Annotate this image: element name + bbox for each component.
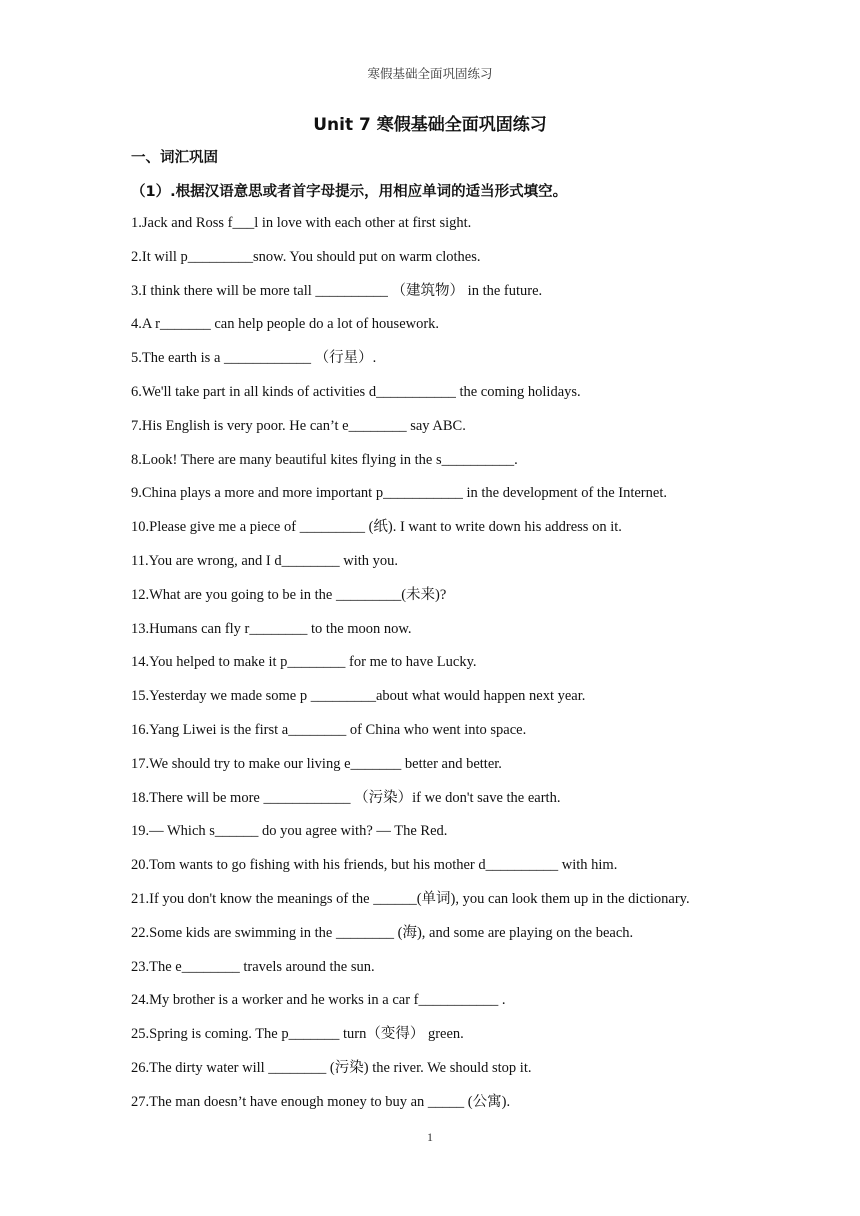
question-item: 7.His English is very poor. He can’t e________ say ABC. xyxy=(131,417,466,434)
question-item: 16.Yang Liwei is the first a________ of China who went into space. xyxy=(131,721,527,738)
question-item: 3.I think there will be more tall __________ （建筑物） in the future. xyxy=(131,282,543,299)
question-item: 1.Jack and Ross f___l in love with each other at first sight. xyxy=(131,215,472,231)
running-header: 寒假基础全面巩固练习 xyxy=(367,67,493,81)
exercise-instruction: （1）.根据汉语意思或者首字母提示，用相应单词的适当形式填空。 xyxy=(131,184,568,200)
question-item: 22.Some kids are swimming in the ________ (海), and some are playing on the beach. xyxy=(131,924,634,941)
question-list xyxy=(131,214,771,1127)
question-item: 14.You helped to make it p________ for me to have Lucky. xyxy=(131,654,477,671)
question-item: 10.Please give me a piece of _________ (纸). I want to write down his address on it. xyxy=(131,519,622,536)
question-item: 12.What are you going to be in the _________(未来)? xyxy=(131,586,447,603)
question-item: 20.Tom wants to go fishing with his friends, but his mother d__________ with him. xyxy=(131,857,618,874)
question-item: 5.The earth is a ____________ （行星）. xyxy=(131,350,377,367)
question-item: 19.— Which s______ do you agree with? — The Red. xyxy=(131,823,448,840)
question-item: 11.You are wrong, and I d________ with you. xyxy=(131,552,399,569)
question-item: 23.The e________ travels around the sun. xyxy=(131,958,375,975)
question-item: 21.If you don't know the meanings of the ______(单词), you can look them up in the dictionary. xyxy=(131,890,690,907)
document-title: Unit 7 寒假基础全面巩固练习 xyxy=(313,115,547,135)
question-item: 18.There will be more ____________ （污染）if we don't save the earth. xyxy=(131,789,561,806)
question-item: 6.We'll take part in all kinds of activities d___________ the coming holidays. xyxy=(131,383,581,400)
page-number: 1 xyxy=(427,1130,433,1144)
question-item: 13.Humans can fly r________ to the moon now. xyxy=(131,620,412,637)
section-heading: 一、词汇巩固 xyxy=(131,150,218,166)
question-item: 17.We should try to make our living e_______ better and better. xyxy=(131,755,502,772)
question-item: 2.It will p_________snow. You should put on warm clothes. xyxy=(131,248,481,265)
question-item: 26.The dirty water will ________ (污染) the river. We should stop it. xyxy=(131,1059,532,1076)
question-item: 4.A r_______ can help people do a lot of housework. xyxy=(131,316,440,333)
question-item: 25.Spring is coming. The p_______ turn（变得） green. xyxy=(131,1026,464,1043)
question-item: 9.China plays a more and more important p___________ in the development of the Internet. xyxy=(131,485,667,502)
question-item: 27.The man doesn’t have enough money to buy an _____ (公寓). xyxy=(131,1093,511,1110)
question-item: 24.My brother is a worker and he works in a car f___________ . xyxy=(131,992,506,1009)
question-item: 15.Yesterday we made some p _________about what would happen next year. xyxy=(131,688,586,705)
question-item: 8.Look! There are many beautiful kites flying in the s__________. xyxy=(131,451,518,468)
